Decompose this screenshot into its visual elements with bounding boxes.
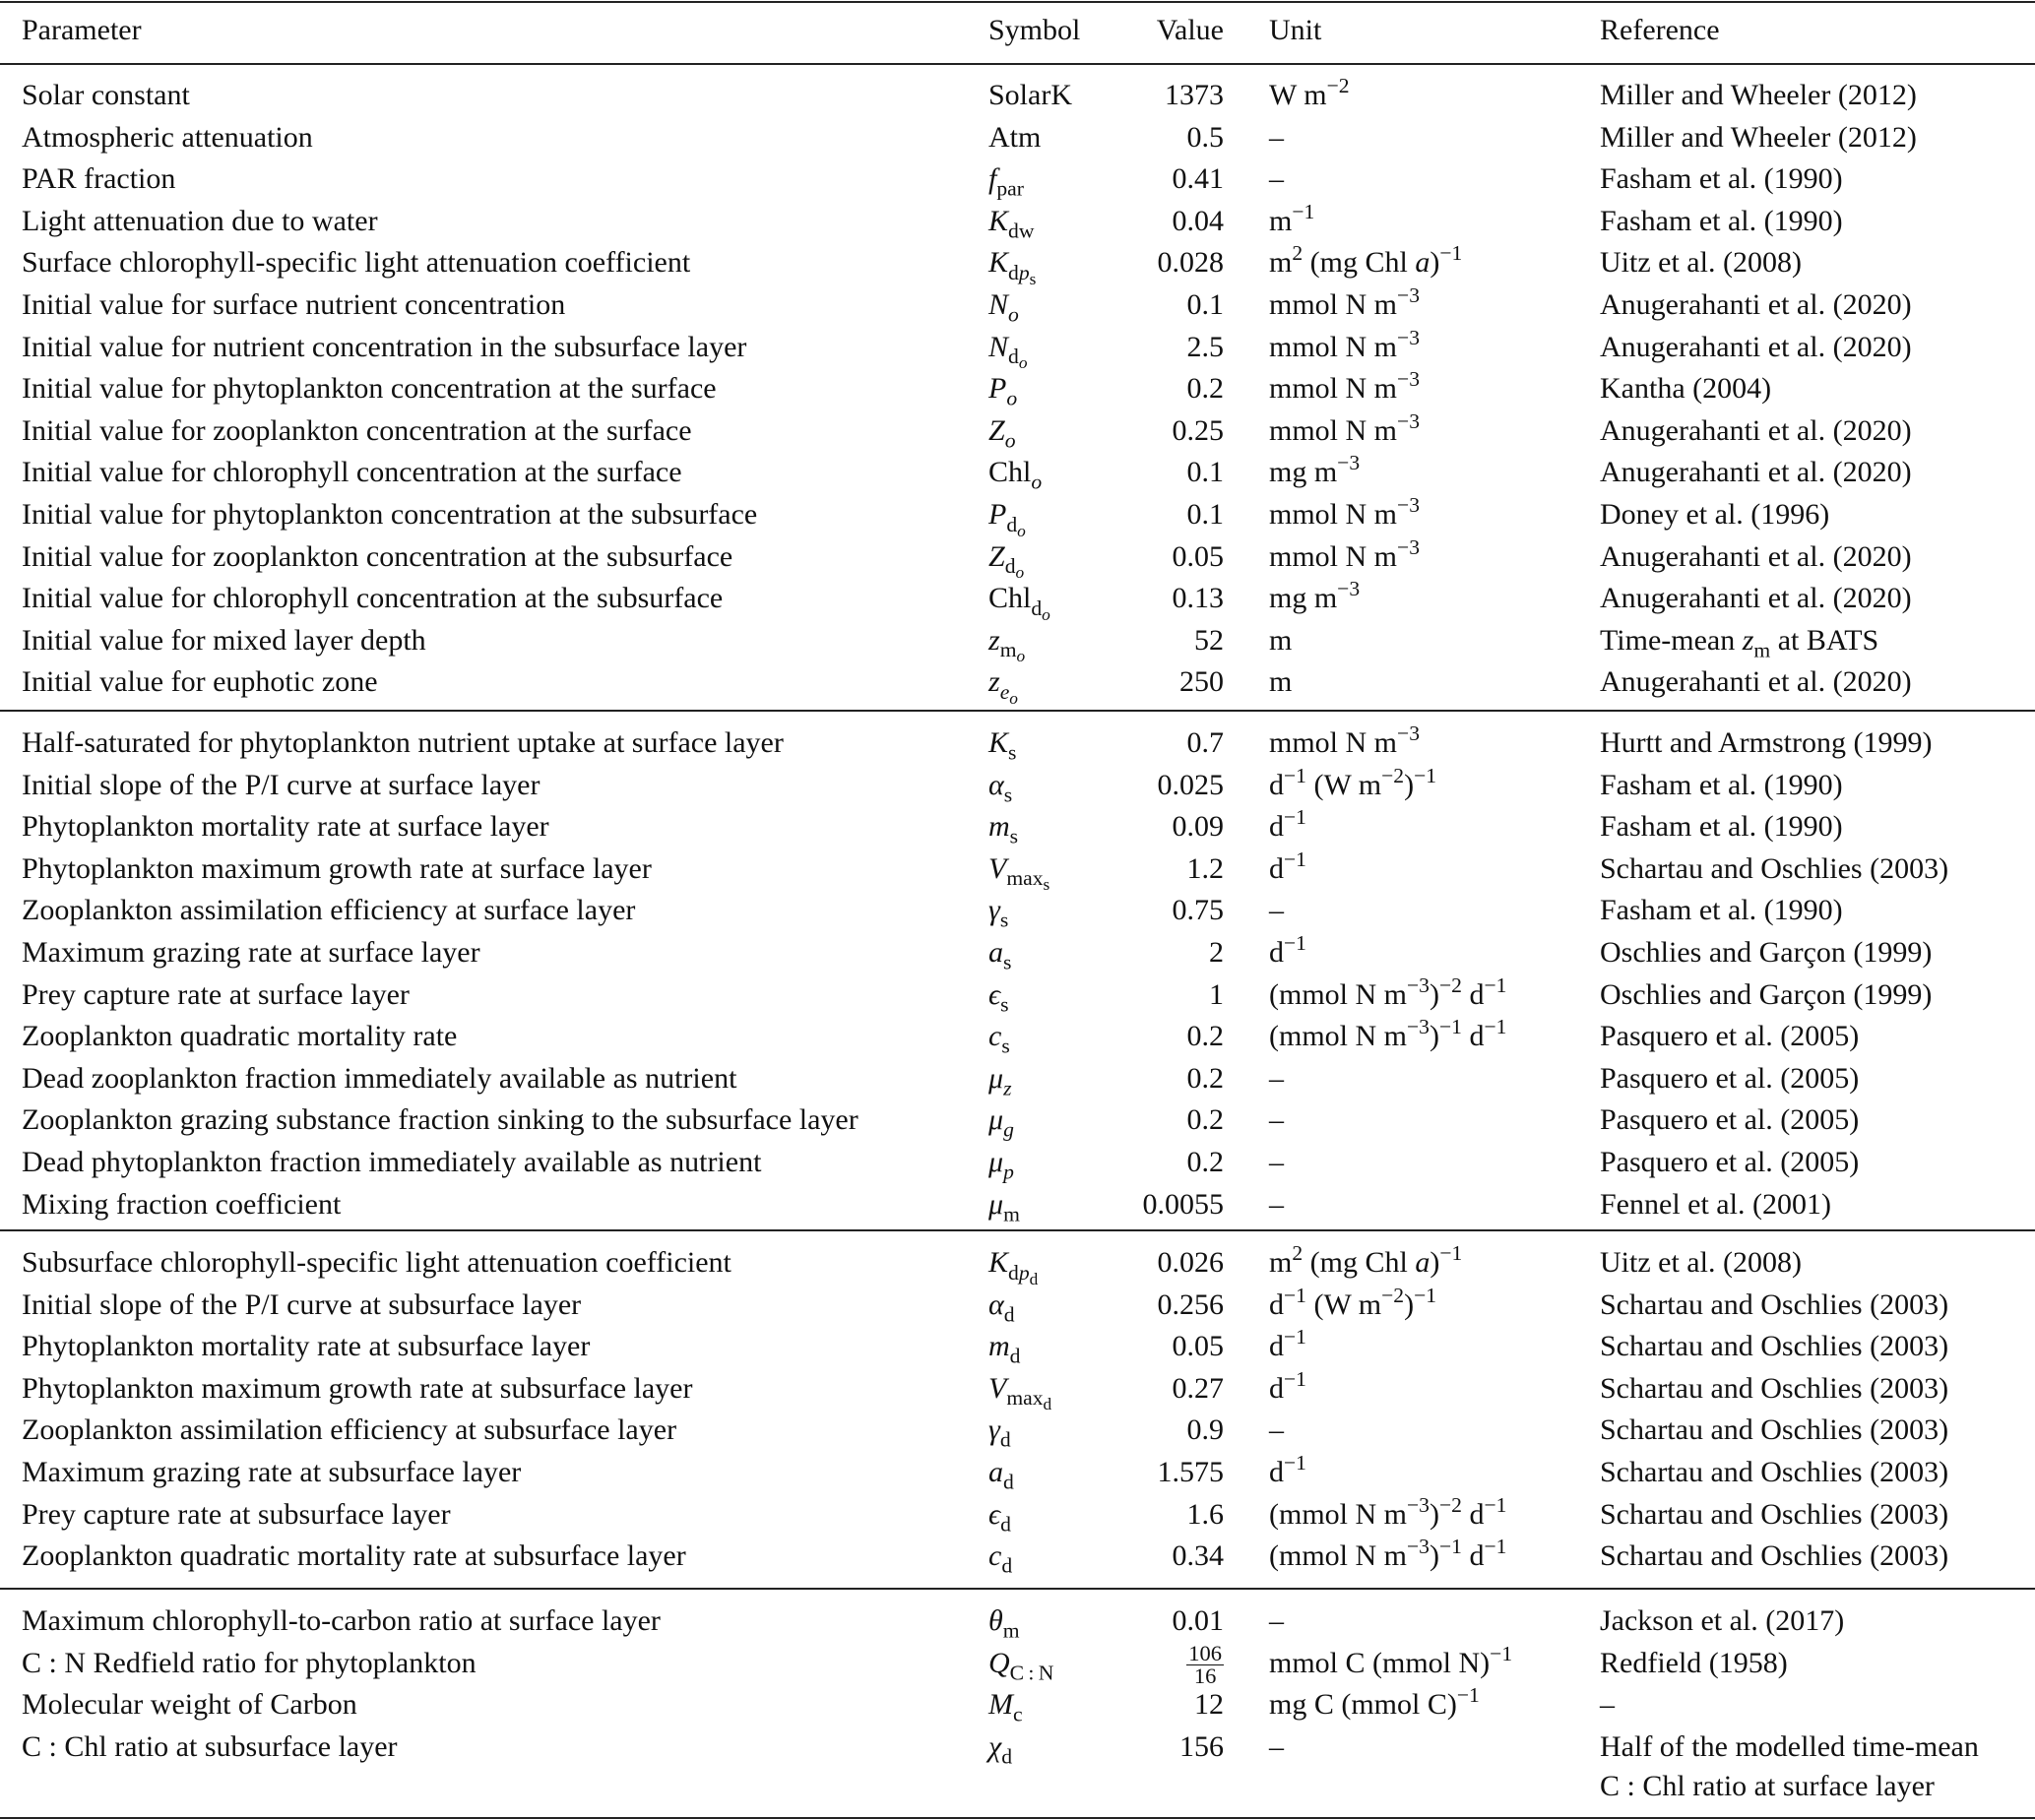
parameter-cell: Initial value for phytoplankton concentration at the surface [22,372,717,406]
table-row [0,1684,2035,1726]
table-row [0,1494,2035,1536]
unit-cell: mmol N $m^{-3}$ [1269,534,1420,573]
unit-cell: – [1269,162,1284,196]
symbol-cell: $\gamma_s$ [988,894,1009,932]
symbol-cell: $m_d$ [988,1330,1021,1368]
reference-cell: Schartau and Oschlies (2003) [1600,1456,1949,1488]
table-row [0,1410,2035,1451]
reference-cell: Time-mean $z_m$ at BATS [1600,623,1879,662]
table-row [0,201,2035,242]
table-row [0,284,2035,326]
symbol-cell: $\gamma_d$ [988,1413,1011,1452]
symbol-cell: $K_{dp_d}$ [988,1246,1039,1288]
value-cell: 12 [1194,1688,1224,1722]
header-symbol: Symbol [988,14,1081,46]
unit-cell: mmol C (mmol N)$^{-1}$ [1269,1641,1513,1679]
symbol-cell: $a_d$ [988,1456,1014,1494]
reference-cell: Half of the modelled time-mean [1600,1729,1979,1763]
symbol-cell: $N_o$ [988,288,1019,327]
reference-cell: Anugerahanti et al. (2020) [1600,288,1912,321]
unit-cell: $m^2$ (mg Chl a)$^{-1}$ [1269,1241,1463,1279]
value-cell: 0.2 [1186,1103,1224,1137]
parameter-cell: Dead phytoplankton fraction immediately available as nutrient [22,1146,762,1178]
table-row [0,493,2035,540]
table-row [0,534,2035,583]
value-cell: 0.0055 [1142,1187,1224,1221]
reference-cell: Uitz et al. (2008) [1600,246,1802,280]
table-row [0,1640,2035,1689]
reference-cell: Anugerahanti et al. (2020) [1600,456,1912,489]
parameter-cell: Atmospheric attenuation [22,120,313,154]
symbol-cell: $N_{d_o}$ [988,330,1028,373]
reference-cell: Schartau and Oschlies (2003) [1600,1287,1949,1321]
bottom-rule [0,1817,2035,1819]
symbol-cell: $\alpha_s$ [988,768,1013,807]
parameter-cell: Subsurface chlorophyll-specific light attenuation coefficient [22,1246,731,1279]
unit-cell: – [1269,1413,1284,1447]
value-cell: 0.01 [1172,1604,1224,1637]
symbol-cell: $\epsilon_d$ [988,1497,1011,1537]
reference-cell: Doney et al. (1996) [1600,498,1830,531]
header-reference: Reference [1600,14,1720,46]
parameter-cell: Initial value for euphotic zone [22,665,378,699]
section-rule [0,1588,2035,1590]
reference-cell: Anugerahanti et al. (2020) [1600,413,1912,447]
unit-cell: mmol N $m^{-3}$ [1269,493,1420,531]
fraction-denominator: 16 [1193,1663,1217,1689]
value-cell: 1.2 [1186,851,1224,885]
table-row [0,806,2035,847]
unit-cell: – [1269,1729,1284,1763]
reference-cell: Pasquero et al. (2005) [1600,1146,1860,1178]
value-cell: 1373 [1165,79,1224,111]
table-row [0,1058,2035,1099]
unit-cell: $d^{-1}$ [1269,1325,1306,1363]
reference-cell: Fasham et al. (1990) [1600,162,1843,196]
reference-cell: Oschlies and Garçon (1999) [1600,977,1933,1011]
reference-cell: Schartau and Oschlies (2003) [1600,1413,1949,1447]
fraction-value [1186,1640,1224,1689]
symbol-cell: $\epsilon_s$ [988,977,1009,1017]
unit-cell: – [1269,1146,1284,1178]
value-cell: 0.13 [1172,582,1224,615]
value-cell: 0.028 [1157,246,1224,280]
reference-cell: Hurtt and Armstrong (1999) [1600,726,1933,759]
table-row [0,661,2035,709]
value-cell: 0.05 [1172,539,1224,573]
unit-cell: $d^{-1}$ [1269,1366,1306,1405]
table-row [0,117,2035,158]
symbol-cell: $Z_{d_o}$ [988,539,1025,583]
reference-cell: Oschlies and Garçon (1999) [1600,936,1933,969]
unit-cell: $d^{-1}$ [1269,805,1306,844]
table-row [0,1452,2035,1493]
reference-cell: Jackson et al. (2017) [1600,1604,1845,1637]
table-row [0,1726,2035,1802]
table-row [0,1184,2035,1225]
parameter-cell: Initial value for chlorophyll concentration at the subsurface [22,582,724,615]
symbol-cell: $V_{max_s}$ [988,851,1050,895]
parameter-cell: Zooplankton assimilation efficiency at surface layer [22,894,636,927]
value-cell: 0.025 [1157,768,1224,801]
value-cell: 1 [1209,977,1224,1011]
symbol-cell: $\theta_m$ [988,1604,1020,1643]
parameter-cell: Zooplankton quadratic mortality rate at subsurface layer [22,1539,686,1573]
unit-cell: m [1269,623,1293,657]
symbol-cell: $c_d$ [988,1539,1013,1578]
parameter-cell: Light attenuation due to water [22,204,378,237]
unit-cell: $d^{-1}$ [1269,931,1306,969]
parameter-cell: Dead zooplankton fraction immediately available as nutrient [22,1061,737,1095]
unit-cell: – [1269,1187,1284,1221]
symbol-cell: $\mu_m$ [988,1187,1020,1226]
value-cell: 0.1 [1186,498,1224,531]
value-cell: 0.75 [1172,894,1224,927]
symbol-cell: $\mu_g$ [988,1103,1014,1142]
unit-cell: (mmol N $m^{-3})^{-2}$ $d^{-1}$ [1269,973,1507,1011]
unit-cell: – [1269,120,1284,154]
reference-cell-line2: C : Chl ratio at surface layer [1600,1769,1935,1802]
symbol-cell: $P_o$ [988,372,1018,410]
unit-cell: (mmol N $m^{-3})^{-1}$ $d^{-1}$ [1269,1535,1507,1573]
reference-cell: Schartau and Oschlies (2003) [1600,1497,1949,1531]
table-row [0,847,2035,895]
parameter-cell: Phytoplankton mortality rate at subsurface layer [22,1330,591,1363]
symbol-cell: $M_c$ [988,1688,1023,1726]
parameter-cell: C : N Redfield ratio for phytoplankton [22,1646,477,1679]
reference-cell: Uitz et al. (2008) [1600,1246,1802,1279]
parameter-cell: Phytoplankton maximum growth rate at subsurface layer [22,1371,693,1405]
parameter-cell: Zooplankton quadratic mortality rate [22,1020,458,1053]
fraction-numerator: 106 [1188,1640,1222,1665]
table-row [0,974,2035,1016]
value-cell [1186,1640,1224,1689]
parameter-cell: Zooplankton grazing substance fraction sinking to the subsurface layer [22,1103,859,1137]
table-row [0,325,2035,373]
value-cell: 0.09 [1172,810,1224,844]
table-row [0,1285,2035,1326]
value-cell: 156 [1179,1729,1224,1763]
table-row [0,890,2035,931]
symbol-cell: $V_{max_d}$ [988,1371,1052,1414]
value-cell: 2 [1209,936,1224,969]
unit-cell: $d^{-1}$ (W $m^{-2})^{-1}$ [1269,1283,1437,1321]
parameter-cell: C : Chl ratio at subsurface layer [22,1729,398,1763]
symbol-cell: Atm [988,120,1042,154]
value-cell: 0.34 [1172,1539,1224,1573]
parameter-cell: Initial value for mixed layer depth [22,623,426,657]
value-cell: 0.1 [1186,288,1224,321]
reference-cell: – [1600,1688,1615,1722]
value-cell: 1.575 [1157,1456,1224,1488]
reference-cell: Fasham et al. (1990) [1600,204,1843,237]
symbol-cell: $c_s$ [988,1020,1010,1058]
symbol-cell: $f_{par}$ [988,162,1024,201]
symbol-cell: $z_{e_o}$ [988,665,1018,709]
top-rule [0,1,2035,3]
parameter-cell: Initial slope of the P/I curve at subsurface layer [22,1287,582,1321]
parameter-cell: Initial value for zooplankton concentration at the subsurface [22,539,733,573]
reference-cell: Kantha (2004) [1600,372,1772,406]
reference-cell: Anugerahanti et al. (2020) [1600,330,1912,363]
symbol-cell: SolarK [988,79,1072,111]
header-parameter: Parameter [22,14,142,46]
symbol-cell: $\alpha_d$ [988,1287,1015,1327]
symbol-cell: $\mu_p$ [988,1146,1014,1184]
value-cell: 0.2 [1186,372,1224,406]
unit-cell: $d^{-1}$ [1269,847,1306,885]
parameter-cell: Phytoplankton mortality rate at surface layer [22,810,549,844]
symbol-cell: $z_{m_o}$ [988,623,1026,666]
header-value: Value [1156,14,1224,46]
value-cell: 0.25 [1172,413,1224,447]
reference-cell: Miller and Wheeler (2012) [1600,79,1917,111]
value-cell: 0.2 [1186,1146,1224,1178]
symbol-cell: $P_{d_o}$ [988,498,1026,540]
symbol-cell: $Z_o$ [988,413,1016,453]
table-row [0,1326,2035,1367]
value-cell: 0.5 [1186,120,1224,154]
value-cell: 52 [1194,623,1224,657]
table-row [0,1016,2035,1057]
parameter-cell: Maximum grazing rate at surface layer [22,936,480,969]
unit-cell: – [1269,1604,1284,1637]
value-cell: 0.2 [1186,1020,1224,1053]
reference-cell: Fennel et al. (2001) [1600,1187,1831,1221]
parameter-cell: Molecular weight of Carbon [22,1688,357,1722]
value-cell: 0.41 [1172,162,1224,196]
reference-cell: Anugerahanti et al. (2020) [1600,665,1912,699]
unit-cell: mmol N $m^{-3}$ [1269,408,1420,447]
parameter-cell: Initial slope of the P/I curve at surface layer [22,768,541,801]
parameter-cell: Initial value for chlorophyll concentration at the surface [22,456,682,489]
parameter-cell: PAR fraction [22,162,176,196]
reference-cell: Fasham et al. (1990) [1600,768,1843,801]
header-unit: Unit [1269,14,1322,46]
parameter-cell: Initial value for zooplankton concentration at the surface [22,413,692,447]
unit-cell: – [1269,894,1284,927]
table-row [0,1099,2035,1141]
section-rule [0,710,2035,712]
reference-cell: Pasquero et al. (2005) [1600,1020,1860,1053]
reference-cell: Schartau and Oschlies (2003) [1600,1539,1949,1573]
table-row [0,1600,2035,1642]
reference-cell: Miller and Wheeler (2012) [1600,120,1917,154]
table-row [0,577,2035,624]
value-cell: 2.5 [1186,330,1224,363]
reference-cell: Pasquero et al. (2005) [1600,1061,1860,1095]
value-cell: 0.026 [1157,1246,1224,1279]
table-row [0,75,2035,116]
table-row [0,765,2035,806]
value-cell: 0.05 [1172,1330,1224,1363]
table-row [0,368,2035,409]
parameter-cell: Maximum chlorophyll-to-carbon ratio at surface layer [22,1604,661,1637]
reference-cell: Anugerahanti et al. (2020) [1600,582,1912,615]
header-rule [0,63,2035,65]
value-cell: 0.256 [1157,1287,1224,1321]
symbol-cell: $K_{dw}$ [988,204,1035,243]
reference-cell: Anugerahanti et al. (2020) [1600,539,1912,573]
reference-cell: Schartau and Oschlies (2003) [1600,851,1949,885]
table-row [0,241,2035,289]
symbol-cell: $K_s$ [988,726,1017,765]
symbol-cell: Chl$_{d_o}$ [988,582,1050,624]
value-cell: 0.9 [1186,1413,1224,1447]
value-cell: 250 [1179,665,1224,699]
parameter-cell: Surface chlorophyll-specific light attenuation coefficient [22,246,691,280]
unit-cell: (mmol N $m^{-3})^{-1}$ $d^{-1}$ [1269,1015,1507,1053]
unit-cell: mg $m^{-3}$ [1269,451,1361,489]
value-cell: 0.04 [1172,204,1224,237]
unit-cell: mmol N $m^{-3}$ [1269,722,1420,759]
parameter-cell: Initial value for surface nutrient concentration [22,288,566,321]
symbol-cell: $m_s$ [988,810,1019,848]
parameter-cell: Initial value for phytoplankton concentration at the subsurface [22,498,758,531]
value-cell: 0.27 [1172,1371,1224,1405]
unit-cell: W $m^{-2}$ [1269,74,1350,111]
table-header-row [0,10,2035,51]
parameter-cell: Solar constant [22,79,190,111]
reference-cell: Schartau and Oschlies (2003) [1600,1330,1949,1363]
parameter-cell: Initial value for nutrient concentration in the subsurface layer [22,330,747,363]
reference-cell: Schartau and Oschlies (2003) [1600,1371,1949,1405]
table-row [0,932,2035,973]
parameter-cell: Half-saturated for phytoplankton nutrient uptake at surface layer [22,726,784,759]
reference-cell: Fasham et al. (1990) [1600,894,1843,927]
symbol-cell: $a_s$ [988,936,1012,974]
unit-cell: mmol N $m^{-3}$ [1269,325,1420,363]
unit-cell: mmol N $m^{-3}$ [1269,283,1420,321]
parameter-cell: Prey capture rate at surface layer [22,977,410,1011]
unit-cell: – [1269,1103,1284,1137]
unit-cell: $m^{-1}$ [1269,199,1315,237]
unit-cell: m [1269,665,1293,699]
table-row [0,1366,2035,1414]
parameter-cell: Zooplankton assimilation efficiency at subsurface layer [22,1413,677,1447]
unit-cell: $d^{-1}$ (W $m^{-2})^{-1}$ [1269,763,1437,801]
parameter-cell: Mixing fraction coefficient [22,1187,342,1221]
symbol-cell: $K_{dp_s}$ [988,246,1037,289]
unit-cell: mg C (mmol C)$^{-1}$ [1269,1683,1480,1722]
table-row [0,1142,2035,1183]
unit-cell: $m^2$ (mg Chl a)$^{-1}$ [1269,241,1463,280]
unit-cell: mmol N $m^{-3}$ [1269,367,1420,406]
table-row [0,620,2035,666]
reference-cell: Redfield (1958) [1600,1646,1788,1679]
value-cell: 0.2 [1186,1061,1224,1095]
value-cell: 0.1 [1186,456,1224,489]
table-row [0,722,2035,764]
unit-cell: $d^{-1}$ [1269,1451,1306,1488]
parameter-cell: Prey capture rate at subsurface layer [22,1497,451,1531]
parameter-cell: Maximum grazing rate at subsurface layer [22,1456,522,1488]
table-row [0,452,2035,493]
symbol-cell: $\chi_d$ [988,1729,1012,1769]
unit-cell: mg $m^{-3}$ [1269,577,1361,615]
value-cell: 0.7 [1186,726,1224,759]
unit-cell: (mmol N $m^{-3})^{-2}$ $d^{-1}$ [1269,1492,1507,1531]
value-cell: 1.6 [1186,1497,1224,1531]
table-row [0,410,2035,452]
section-rule [0,1229,2035,1231]
unit-cell: – [1269,1061,1284,1095]
reference-cell: Fasham et al. (1990) [1600,810,1843,844]
table-row [0,1536,2035,1577]
symbol-cell: Chl$_o$ [988,456,1043,494]
parameter-cell: Phytoplankton maximum growth rate at surface layer [22,851,652,885]
table-row [0,158,2035,200]
reference-cell: Pasquero et al. (2005) [1600,1103,1860,1137]
symbol-cell: $Q_{C : N}$ [988,1646,1054,1685]
symbol-cell: $\mu_z$ [988,1061,1012,1100]
table-row [0,1241,2035,1288]
